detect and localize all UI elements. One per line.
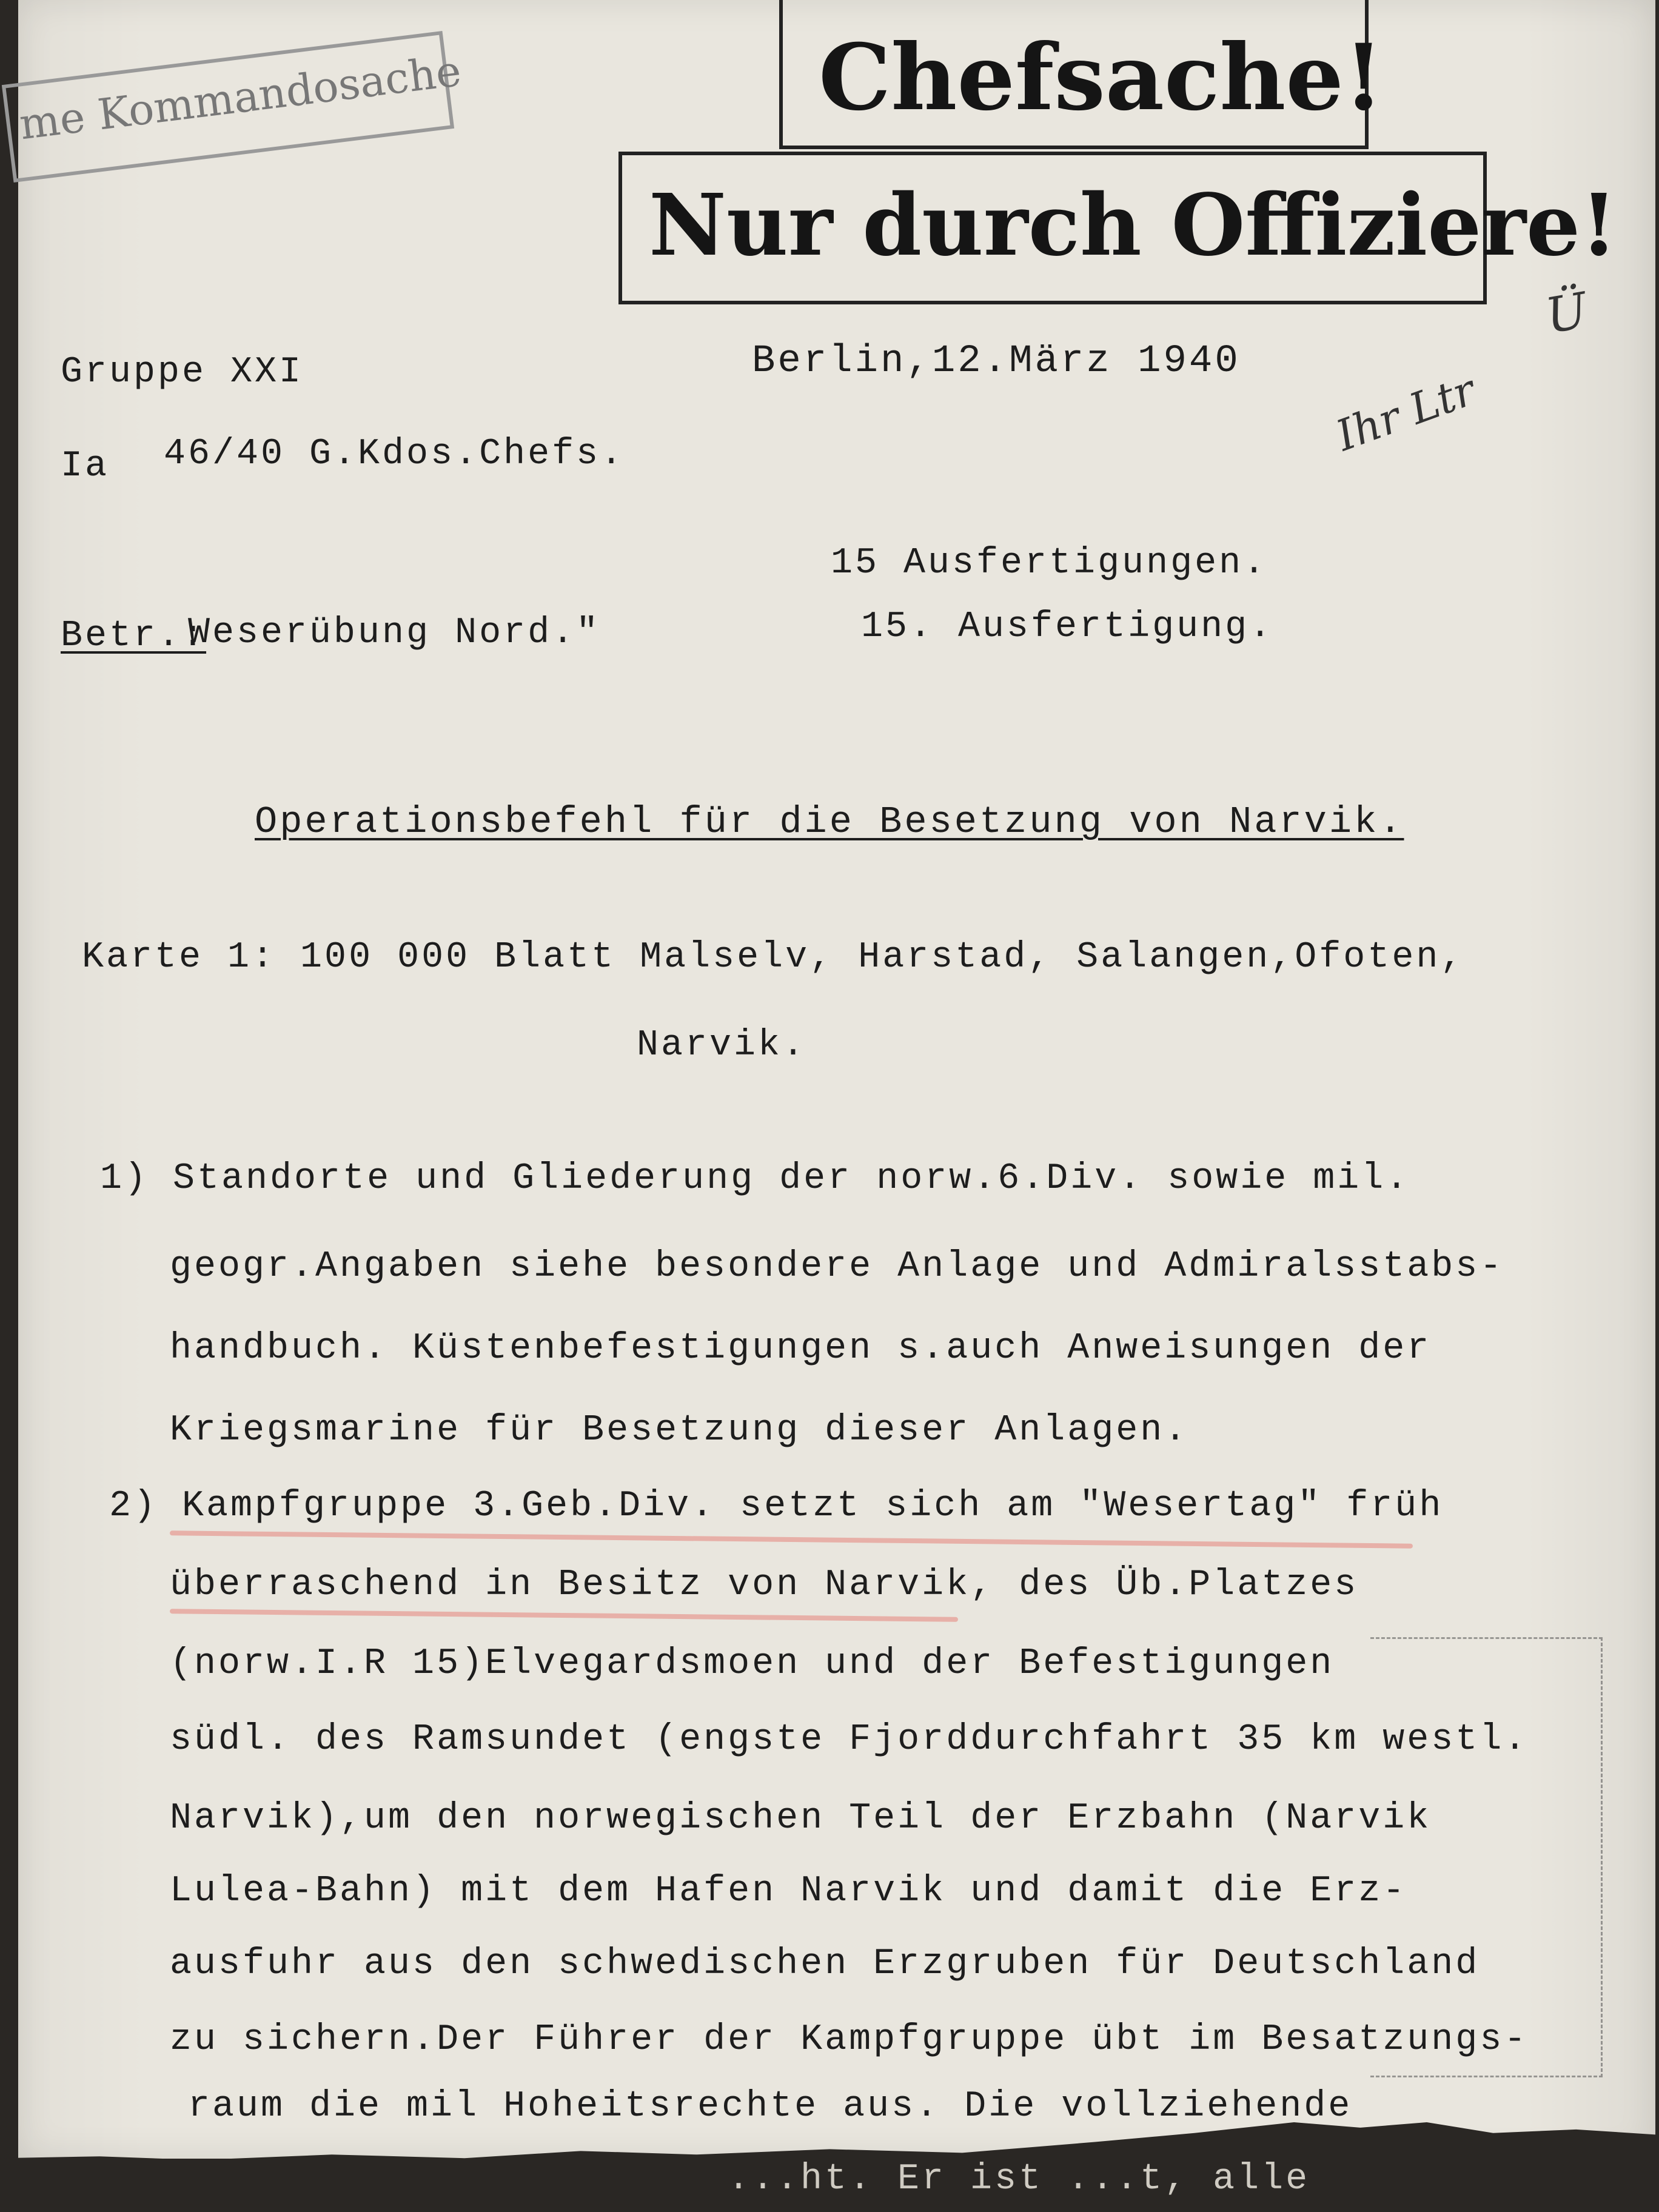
paragraph-2-line: überraschend in Besitz von Narvik, des Üb.Platzes (170, 1564, 1359, 1606)
copy-number: 15. Ausfertigung. (861, 606, 1274, 648)
subject-label: Betr.: (61, 615, 207, 657)
reference-prefix: Ia (61, 446, 110, 487)
handwritten-initial: Ü (1541, 281, 1592, 345)
torn-line: ...ht. Er ist ...t, alle (728, 2159, 1310, 2200)
paragraph-2-line: Lulea-Bahn) mit dem Hafen Narvik und damit die Erz- (170, 1871, 1407, 1912)
officers-only-stamp: Nur durch Offiziere! (649, 176, 1618, 275)
paragraph-2-line: (norw.I.R 15)Elvegardsmoen und der Befestigungen (170, 1643, 1335, 1684)
paragraph-1-line: Kriegsmarine für Besetzung dieser Anlagen. (170, 1410, 1189, 1451)
paragraph-1-line: handbuch. Küstenbefestigungen s.auch Anweisungen der (170, 1328, 1432, 1369)
paragraph-2-line: zu sichern.Der Führer der Kampfgruppe übt im Besatzungs- (170, 2019, 1529, 2060)
paragraph-2-line: Narvik),um den norwegischen Teil der Erzbahn (Narvik (170, 1798, 1432, 1839)
highlight-underline (170, 1609, 958, 1622)
paragraph-2-line: ausfuhr aus den schwedischen Erzgruben für Deutschland (170, 1943, 1480, 1985)
highlight-underline (170, 1530, 1413, 1548)
sender-group: Gruppe XXI (61, 352, 304, 393)
reference-number: 46/40 G.Kdos.Chefs. (164, 434, 625, 475)
copies-total: 15 Ausfertigungen. (831, 543, 1268, 584)
document-page (18, 0, 1655, 2159)
map-reference-line-2: Narvik. (637, 1025, 807, 1066)
paragraph-2-line: raum die mil Hoheitsrechte aus. Die vollziehende (188, 2086, 1353, 2127)
paragraph-2-line: 2) Kampfgruppe 3.Geb.Div. setzt sich am "Wesertag" früh (109, 1486, 1444, 1527)
map-reference-line-1: Karte 1: 100 000 Blatt Malselv, Harstad, Salangen,Ofoten, (82, 937, 1465, 978)
subject: Weserübung Nord." (188, 612, 601, 654)
chefsache-stamp: Chefsache! (819, 24, 1384, 131)
paragraph-1-line: geogr.Angaben siehe besondere Anlage und Admiralsstabs- (170, 1246, 1504, 1287)
paragraph-2-line: südl. des Ramsundet (engste Fjorddurchfahrt 35 km westl. (170, 1719, 1529, 1760)
document-title: Operationsbefehl für die Besetzung von Narvik. (255, 800, 1404, 843)
classification-stamp: me Kommandosache (16, 45, 464, 150)
paragraph-1-line: 1) Standorte und Gliederung der norw.6.Div. sowie mil. (100, 1158, 1410, 1199)
pasted-section-outline (1370, 1637, 1603, 2077)
place-date: Berlin,12.März 1940 (752, 340, 1241, 383)
handwritten-note: Ihr Ltr (1330, 365, 1482, 461)
